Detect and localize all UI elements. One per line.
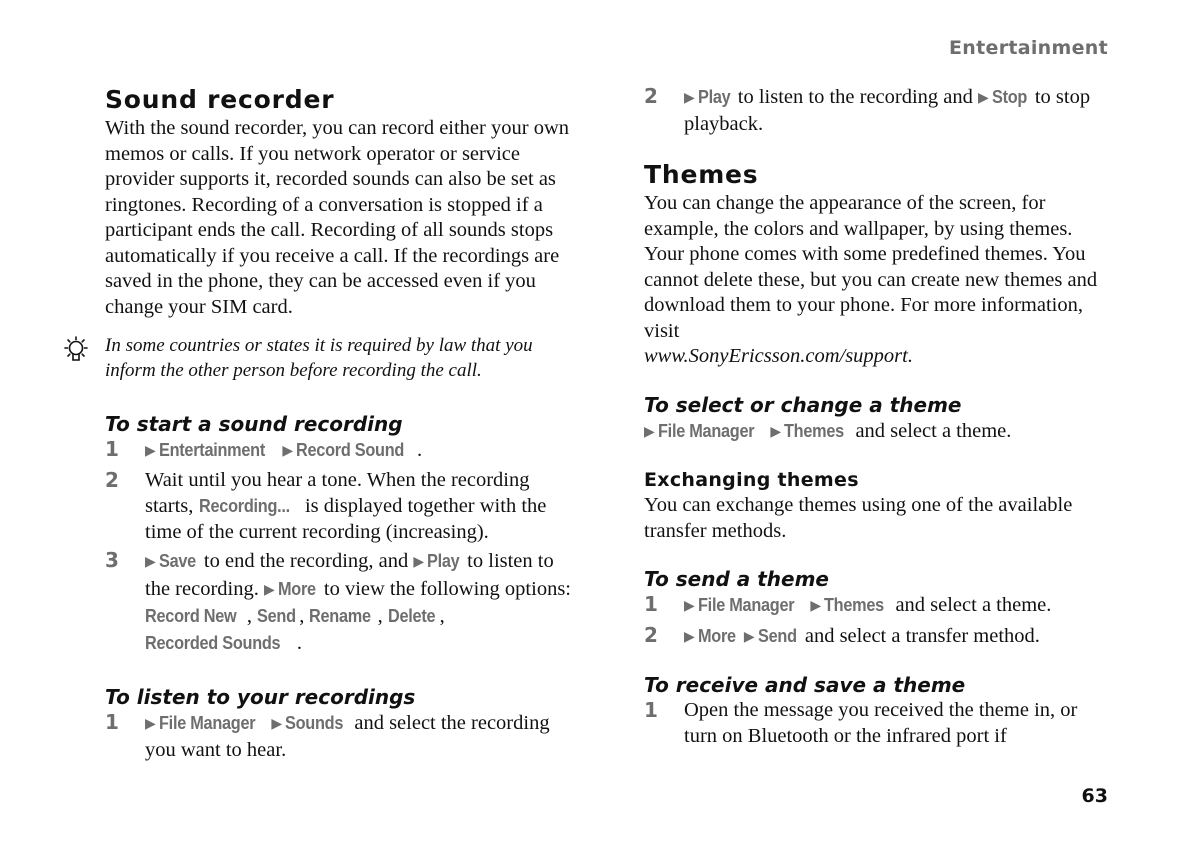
select-theme-heading: To select or change a theme [644, 392, 962, 417]
legal-note [105, 334, 575, 383]
menu-item-play: Play [697, 86, 731, 107]
step-number: 2 [644, 622, 658, 647]
list-item [644, 592, 1114, 620]
arrow-icon: ▶ [770, 423, 782, 440]
menu-item-save: Save [158, 550, 196, 571]
section-header: Entertainment [949, 37, 1108, 59]
arrow-icon: ▶ [978, 90, 989, 106]
lightbulb-icon [61, 335, 91, 365]
themes-body [644, 191, 1114, 370]
punctuation: , [377, 605, 388, 627]
sound-recorder-heading: Sound recorder [105, 85, 335, 114]
menu-item-file-manager: File Manager [657, 419, 755, 441]
arrow-icon: ▶ [271, 716, 283, 732]
step-text: to view the following options: [318, 577, 571, 600]
arrow-icon: ▶ [743, 628, 755, 645]
left-column [105, 84, 575, 763]
sound-recorder-body: With the sound recorder, you can record either your own memos or calls. If you network operator or service provider supports it, recorded sounds can also be set as ringtones. Recording of a conversation is stopped if a participant ends the call. Recording of all sounds stops automatically if you receive a call. If the recordings are saved in the phone, they can be accessed even if you change your SIM card. [105, 117, 569, 318]
list-item [105, 437, 575, 465]
step-text: is displayed together with the time of the current recording (increasing). [145, 495, 547, 543]
select-theme-step [644, 418, 1114, 446]
punctuation: , [246, 605, 258, 627]
receive-theme-heading: To receive and save a theme [644, 673, 966, 697]
menu-item-delete: Delete [387, 605, 436, 626]
themes-heading: Themes [644, 160, 759, 189]
arrow-icon: ▶ [282, 443, 294, 459]
step-number: 2 [644, 84, 658, 108]
menu-item-more: More [277, 577, 316, 599]
step-number: 2 [105, 467, 119, 492]
right-column [644, 84, 1114, 749]
themes-body-text: You can change the appearance of the screen, for example, the colors and wallpaper, by using themes. Your phone comes with some predefined themes. You cannot delete these, but you can create new themes and download them to your phone. For more information, visit [644, 192, 1098, 342]
list-item [105, 710, 575, 763]
arrow-icon: ▶ [644, 423, 655, 440]
step-text: and select a theme. [850, 419, 1012, 442]
punctuation: . [417, 439, 423, 461]
menu-item-file-manager: File Manager [158, 712, 256, 733]
step-number: 1 [105, 710, 119, 734]
list-item [644, 698, 1114, 749]
step-number: 1 [644, 592, 658, 616]
punctuation: , [439, 605, 445, 627]
menu-item-file-manager: File Manager [697, 594, 795, 615]
menu-item-send: Send [757, 624, 797, 646]
arrow-icon: ▶ [684, 598, 695, 614]
step-text: and select the recording you want to hear. [145, 712, 550, 761]
receive-theme-steps [644, 698, 1114, 749]
step-number: 1 [644, 698, 658, 722]
send-theme-heading: To send a theme [644, 567, 829, 591]
menu-item-send: Send [257, 605, 296, 626]
listen-heading: To listen to your recordings [105, 685, 416, 709]
menu-item-stop: Stop [991, 86, 1027, 107]
legal-note-text: In some countries or states it is required by law that you inform the other person before recording the call. [105, 335, 533, 381]
listen-steps [105, 710, 575, 763]
support-url: www.SonyEricsson.com/support. [644, 345, 913, 367]
step-text: Wait until you hear a tone. When the recording starts, [145, 468, 530, 517]
arrow-icon: ▶ [810, 598, 822, 614]
step-number: 1 [105, 437, 119, 461]
step-text: and select a theme. [890, 594, 1052, 616]
exchanging-heading: Exchanging themes [644, 469, 859, 491]
arrow-icon: ▶ [145, 716, 156, 732]
step-text: to stop playback. [684, 86, 1091, 135]
menu-item-rename: Rename [309, 605, 372, 626]
start-recording-steps [105, 437, 575, 656]
arrow-icon: ▶ [263, 581, 275, 598]
step-text: to listen to the recording. [145, 550, 554, 600]
arrow-icon: ▶ [413, 554, 425, 570]
menu-item-recorded-sounds: Recorded Sounds [145, 631, 281, 653]
menu-item-record-new: Record New [145, 605, 237, 626]
menu-item-entertainment: Entertainment [158, 439, 265, 460]
listen-steps-continued [644, 84, 1114, 137]
page-number: 63 [1081, 785, 1108, 807]
send-theme-steps [644, 592, 1114, 650]
punctuation: . [296, 631, 302, 654]
arrow-icon: ▶ [145, 443, 156, 459]
menu-item-play: Play [427, 550, 460, 571]
status-recording: Recording... [198, 495, 290, 516]
punctuation: , [299, 605, 310, 627]
step-text: to listen to the recording and [732, 86, 979, 108]
menu-item-sounds: Sounds [285, 712, 344, 733]
list-item [644, 623, 1114, 651]
exchanging-body: You can exchange themes using one of the available transfer methods. [644, 494, 1073, 542]
menu-item-themes: Themes [784, 419, 845, 441]
list-item [105, 548, 575, 656]
menu-item-themes: Themes [824, 594, 885, 615]
start-recording-heading: To start a sound recording [105, 412, 403, 436]
list-item [644, 84, 1114, 137]
list-item [105, 468, 575, 546]
menu-item-more: More [697, 624, 736, 646]
arrow-icon: ▶ [145, 554, 156, 570]
arrow-icon: ▶ [684, 90, 695, 106]
step-text: Open the message you received the theme in, or turn on Bluetooth or the infrared port if [684, 699, 1078, 747]
arrow-icon: ▶ [684, 628, 695, 645]
step-text: and select a transfer method. [799, 624, 1040, 647]
menu-item-record-sound: Record Sound [296, 439, 405, 460]
step-number: 3 [105, 548, 119, 572]
step-text: to end the recording, and [198, 550, 414, 572]
